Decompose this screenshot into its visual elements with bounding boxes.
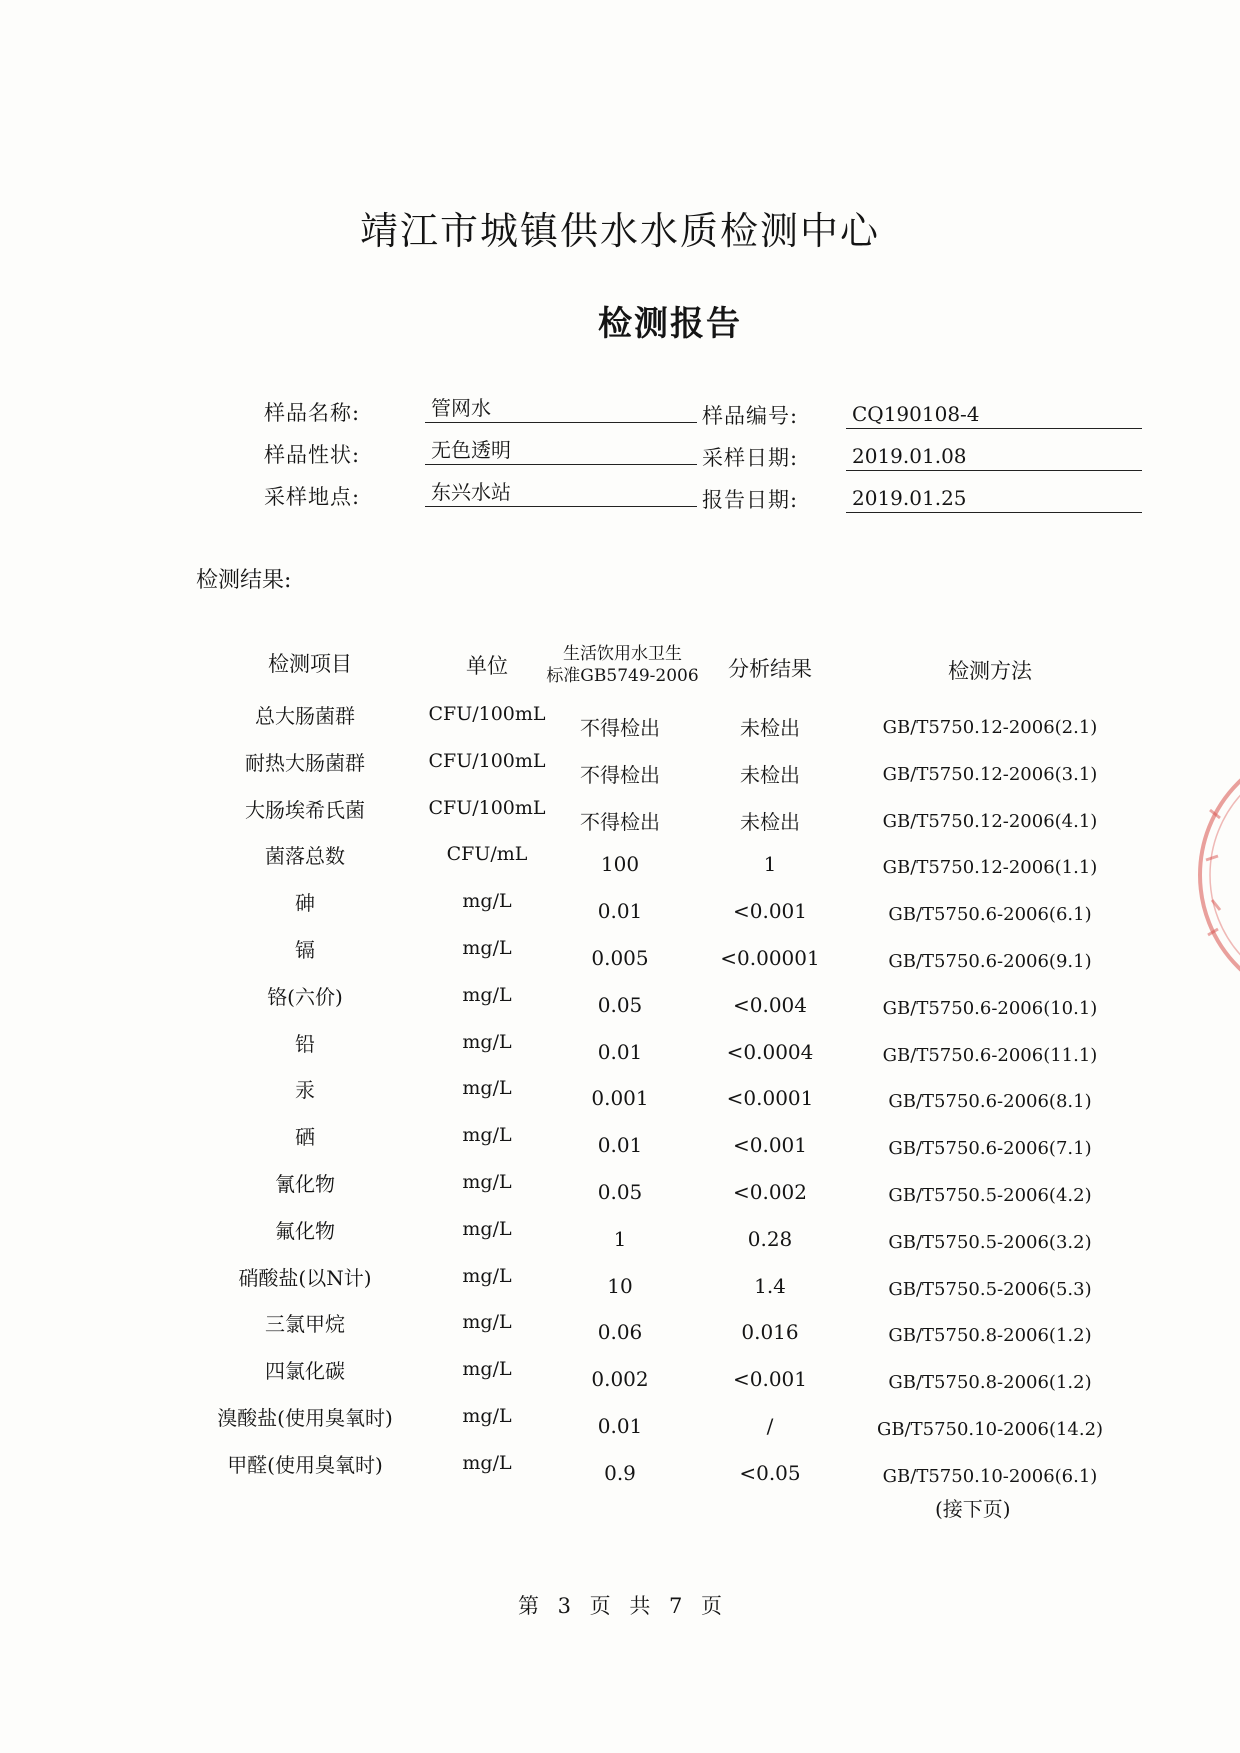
cell-method: GB/T5750.12-2006(1.1) (882, 857, 1098, 879)
cell-item: 菌落总数 (265, 844, 345, 869)
cell-unit: mg/L (462, 1311, 512, 1334)
cell-standard: 1 (613, 1226, 627, 1251)
sample-property-label: 样品性状: (264, 443, 361, 467)
organization-title: 靖江市城镇供水水质检测中心 (359, 209, 880, 253)
cell-item: 铬(六价) (267, 984, 343, 1009)
cell-unit: mg/L (462, 983, 512, 1006)
cell-method: GB/T5750.6-2006(10.1) (882, 997, 1098, 1019)
cell-unit: CFU/100mL (428, 703, 546, 725)
cell-item: 溴酸盐(使用臭氧时) (217, 1406, 393, 1430)
sample-code-label: 样品编号: (702, 404, 799, 428)
cell-method: GB/T5750.6-2006(7.1) (888, 1138, 1092, 1160)
cell-result: / (766, 1414, 774, 1438)
cell-item: 三氯甲烷 (265, 1312, 345, 1337)
cell-method: GB/T5750.6-2006(11.1) (882, 1044, 1098, 1066)
report-date-label: 报告日期: (702, 488, 799, 512)
cell-item: 硒 (295, 1125, 315, 1150)
cell-item: 耐热大肠菌群 (245, 750, 365, 775)
cell-method: GB/T5750.6-2006(6.1) (888, 904, 1092, 926)
cell-unit: mg/L (462, 1358, 512, 1381)
cell-standard: 0.005 (591, 946, 649, 970)
cell-unit: mg/L (462, 890, 512, 913)
sample-property-value: 无色透明 (425, 437, 697, 465)
cell-result: <0.001 (732, 1133, 807, 1158)
cell-standard: 0.01 (597, 1414, 643, 1438)
cell-unit: mg/L (462, 1217, 512, 1240)
cell-standard: 0.06 (597, 1320, 643, 1345)
cell-standard: 不得检出 (580, 809, 660, 834)
header-item: 检测项目 (268, 652, 352, 676)
cell-result: <0.0004 (726, 1039, 814, 1064)
cell-standard: 不得检出 (580, 762, 660, 787)
cell-result: 0.28 (747, 1226, 793, 1251)
cell-result: 1 (763, 852, 777, 877)
cell-standard: 0.05 (597, 992, 643, 1017)
cell-item: 硝酸盐(以N计) (238, 1265, 372, 1290)
cell-item: 大肠埃希氏菌 (245, 797, 365, 822)
cell-result: <0.05 (739, 1460, 801, 1485)
cell-unit: mg/L (462, 1171, 512, 1193)
page-number: 第 3 页 共 7 页 (517, 1594, 723, 1618)
cell-result: 1.4 (754, 1273, 786, 1298)
continue-note: (接下页) (935, 1497, 1011, 1521)
header-standard (540, 643, 705, 687)
cell-unit: mg/L (462, 1030, 512, 1053)
cell-standard: 100 (600, 852, 640, 877)
cell-method: GB/T5750.12-2006(2.1) (882, 717, 1098, 738)
cell-method: GB/T5750.12-2006(3.1) (882, 763, 1098, 785)
cell-standard: 0.9 (604, 1460, 636, 1485)
sample-name-label: 样品名称: (264, 401, 361, 425)
report-title: 检测报告 (598, 304, 742, 344)
header-standard-line2: 标准GB5749-2006 (546, 666, 699, 686)
cell-unit: mg/L (462, 1405, 512, 1427)
cell-method: GB/T5750.6-2006(8.1) (888, 1091, 1092, 1113)
cell-item: 甲醛(使用臭氧时) (227, 1452, 383, 1477)
cell-unit: mg/L (462, 937, 512, 959)
header-unit: 单位 (466, 654, 508, 678)
cell-result: 未检出 (740, 809, 800, 834)
cell-result: <0.004 (732, 992, 807, 1017)
cell-method: GB/T5750.12-2006(4.1) (882, 810, 1098, 832)
cell-standard: 0.002 (591, 1367, 649, 1392)
cell-method: GB/T5750.6-2006(9.1) (888, 951, 1092, 972)
cell-standard: 10 (607, 1273, 633, 1298)
cell-result: 0.016 (741, 1320, 799, 1345)
cell-standard: 不得检出 (580, 716, 660, 740)
cell-unit: CFU/100mL (428, 749, 546, 772)
cell-standard: 0.05 (597, 1180, 643, 1204)
official-seal-stamp (1180, 750, 1240, 1000)
cell-item: 汞 (295, 1078, 315, 1103)
cell-item: 镉 (295, 938, 315, 962)
sample-date-value: 2019.01.08 (846, 443, 1142, 471)
cell-item: 铅 (295, 1031, 315, 1056)
cell-result: <0.00001 (720, 946, 820, 970)
cell-method: GB/T5750.5-2006(5.3) (888, 1278, 1092, 1300)
results-label: 检测结果: (196, 568, 292, 593)
cell-item: 砷 (295, 891, 315, 916)
cell-method: GB/T5750.8-2006(1.2) (888, 1325, 1092, 1347)
cell-unit: mg/L (462, 1451, 512, 1474)
cell-standard: 0.01 (597, 1133, 643, 1158)
cell-item: 氟化物 (275, 1218, 335, 1243)
cell-unit: mg/L (462, 1264, 512, 1287)
report-date-value: 2019.01.25 (846, 485, 1142, 513)
cell-result: <0.001 (732, 1367, 807, 1392)
sample-location-value: 东兴水站 (425, 479, 697, 507)
cell-standard: 0.01 (597, 899, 643, 924)
cell-item: 氰化物 (275, 1172, 335, 1196)
cell-method: GB/T5750.5-2006(4.2) (888, 1185, 1092, 1206)
cell-result: <0.001 (732, 899, 807, 924)
sample-name-value: 管网水 (425, 395, 697, 423)
cell-unit: CFU/mL (446, 843, 528, 866)
header-standard-line1: 生活饮用水卫生 (563, 644, 682, 664)
cell-method: GB/T5750.8-2006(1.2) (888, 1372, 1092, 1394)
cell-item: 总大肠菌群 (255, 704, 355, 728)
cell-result: 未检出 (740, 762, 800, 787)
sample-date-label: 采样日期: (702, 446, 799, 470)
cell-method: GB/T5750.5-2006(3.2) (888, 1231, 1092, 1253)
header-method: 检测方法 (948, 659, 1032, 683)
header-result: 分析结果 (728, 657, 812, 681)
cell-standard: 0.001 (591, 1086, 649, 1111)
cell-method: GB/T5750.10-2006(14.2) (876, 1419, 1104, 1440)
cell-unit: mg/L (462, 1077, 512, 1100)
cell-result: 未检出 (740, 716, 800, 740)
sample-code-value: CQ190108-4 (846, 401, 1142, 429)
sample-location-label: 采样地点: (264, 485, 361, 509)
cell-method: GB/T5750.10-2006(6.1) (882, 1465, 1098, 1487)
cell-unit: mg/L (462, 1124, 512, 1147)
cell-result: <0.002 (732, 1180, 807, 1204)
cell-standard: 0.01 (597, 1039, 643, 1064)
cell-item: 四氯化碳 (265, 1359, 345, 1384)
cell-unit: CFU/100mL (428, 796, 546, 819)
cell-result: <0.0001 (726, 1086, 814, 1111)
